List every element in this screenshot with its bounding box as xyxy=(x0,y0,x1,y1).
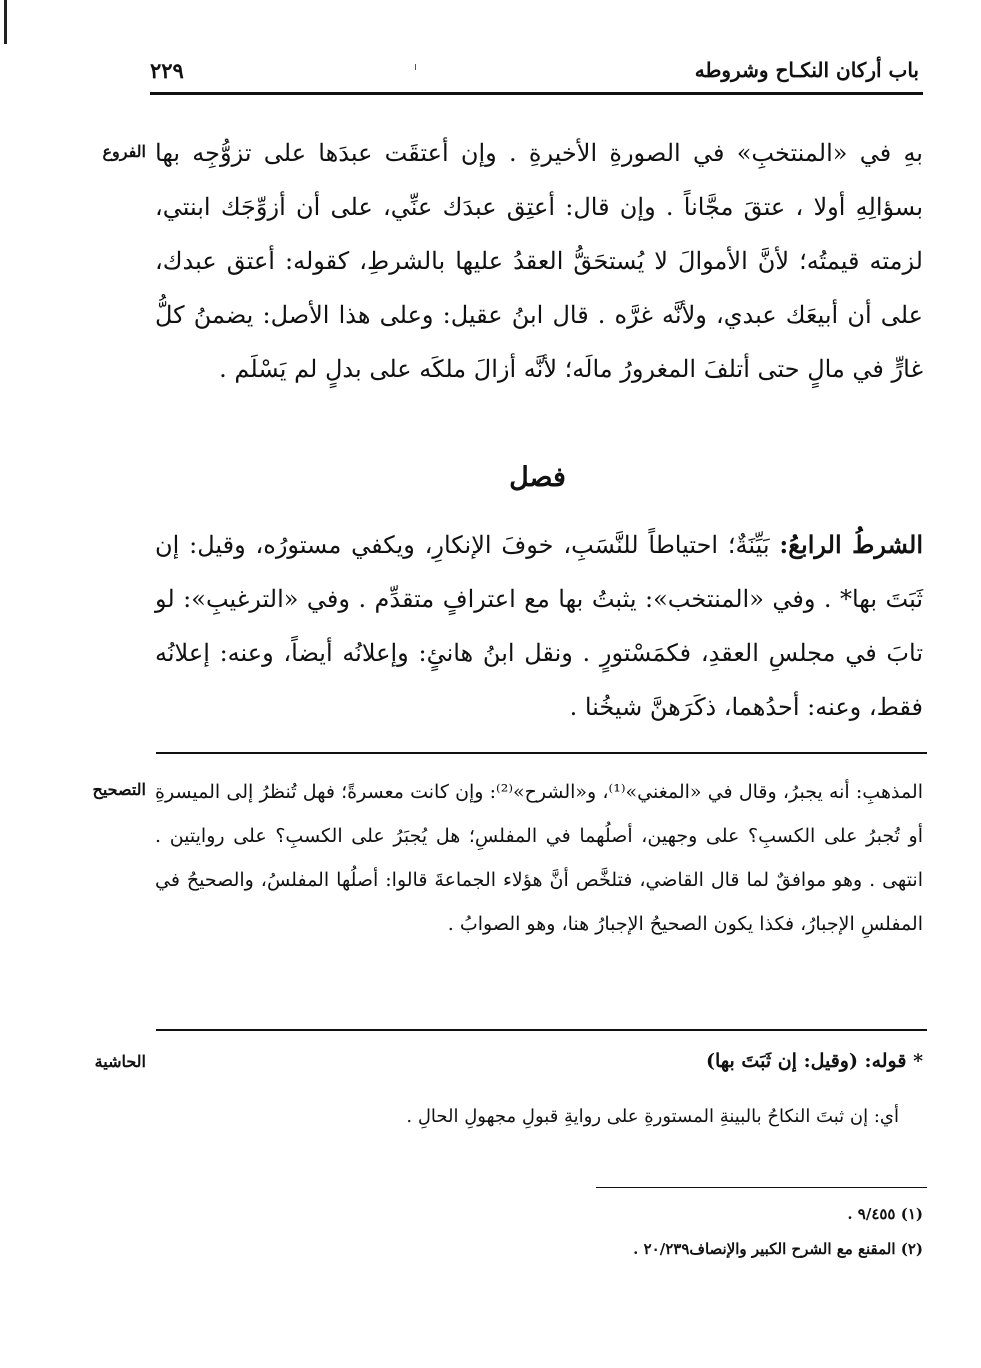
hashiya-body: أي: إن ثبتَ النكاحُ بالبينةِ المستورةِ على روايةِ قبولِ مجهولِ الحالِ . xyxy=(406,1106,899,1127)
section-tashih-text xyxy=(155,770,923,946)
footnote-rule xyxy=(596,1187,927,1188)
footnote-1: (١) ٩/٤٥٥ . xyxy=(847,1205,923,1223)
section-shart-text xyxy=(155,518,923,734)
section-divider xyxy=(156,752,927,754)
hashiya-heading: * قوله: (وقيل: إن ثَبَتَ بها) xyxy=(705,1050,923,1072)
section-divider xyxy=(156,1029,927,1031)
scan-speck xyxy=(415,64,416,70)
shart-body: بَيِّنَةٌ؛ احتياطاً للنَّسَبِ، خوفَ الإنكارِ، ويكفي مستورُه، وقيل: إن ثَبَتَ بها* . وفي «المنتخب»: يثبتُ بها مع اعترافٍ متقدِّم . وفي «الترغيبِ»: لو تابَ في مجلسِ العقدِ، فكمَسْتورٍ . ونقل ابنُ هانئٍ: وإعلانُه أيضاً، وعنه: إعلانُه فقط، وعنه: أحدُهما، ذكَرَهنَّ شيخُنا . xyxy=(155,531,924,721)
footnote-2: (٢) المقنع مع الشرح الكبير والإنصاف٢٠/٢٣٩ . xyxy=(633,1240,923,1258)
tashih-paragraph: المذهبِ: أنه يجبرُ، وقال في «المغني»⁽¹⁾، و«الشرح»⁽²⁾: وإن كانت معسرةً؛ فهل تُنظرُ إلى الميسرةِ أو تُجبرُ على الكسبِ؟ على وجهين، أصلُهما في المفلسِ؛ هل يُجبَرُ على الكسبِ؟ على روايتين . انتهى . وهو موافقٌ لما قال القاضي، فتلخَّص أنَّ هؤلاء الجماعةَ قالوا: أصلُها المفلسُ، والصحيحُ في المفلسِ الإجبارُ، فكذا يكون الصحيحُ الإجبارُ هنا، وهو الصوابُ . xyxy=(155,781,923,935)
side-label-furu: الفروع xyxy=(102,142,146,161)
side-label-tashih: التصحيح xyxy=(92,780,146,799)
running-header-title: باب أركان النكـاح وشروطه xyxy=(694,58,919,82)
shart-lead: الشرطُ الرابعُ: xyxy=(779,530,923,559)
fasl-heading: فصل xyxy=(509,462,566,493)
scan-edge-mark xyxy=(4,0,7,44)
side-label-hashiya: الحاشية xyxy=(94,1052,146,1071)
section-furu-text xyxy=(155,126,923,396)
header-rule xyxy=(150,92,923,95)
furu-paragraph: بهِ في «المنتخبِ» في الصورةِ الأخيرةِ . وإن أعتقَت عبدَها على تزوُّجِه بها بسؤالِهِ أولا ، عتقَ مجَّاناً . وإن قال: أعتِق عبدَك عنِّي، على أن أزوِّجَك ابنتي، لزمته قيمتُه؛ لأنَّ الأموالَ لا يُستحَقُّ العقدُ عليها بالشرطِ، كقوله: أعتق عبدك، على أن أبيعَك عبدي، ولأنَّه غرَّه . قال ابنُ عقيل: وعلى هذا الأصل: يضمنُ كلُّ غارٍّ في مالٍ حتى أتلفَ المغرورُ مالَه؛ لأنَّه أزالَ ملكَه على بدلٍ لم يَسْلَم . xyxy=(155,139,923,383)
page-number: ٢٢٩ xyxy=(150,58,184,83)
shart-paragraph xyxy=(155,518,923,734)
